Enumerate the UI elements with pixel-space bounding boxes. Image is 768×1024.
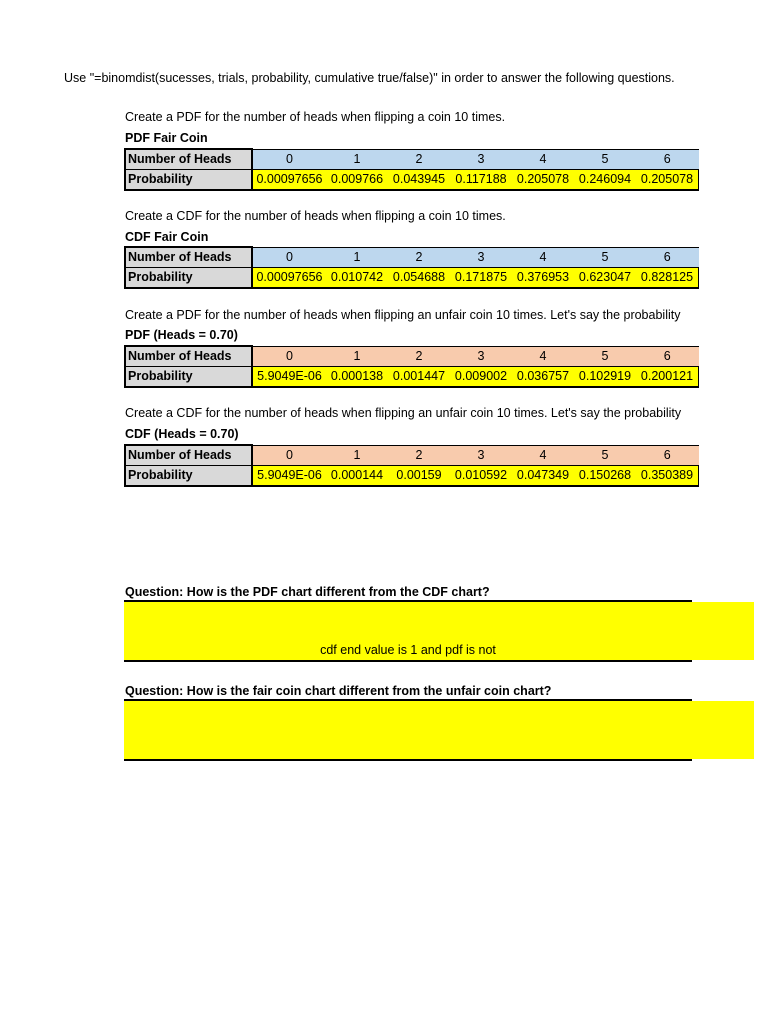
heads-cell[interactable]: 2 [388,346,450,367]
heads-cell[interactable]: 5 [574,247,636,268]
probability-cell[interactable]: 0.117188 [450,170,512,191]
probability-cell[interactable]: 0.043945 [388,170,450,191]
heads-cell[interactable]: 6 [636,149,699,170]
cdf-fair-table [124,246,699,289]
heads-cell[interactable]: 2 [388,247,450,268]
answer-top-border [124,699,692,701]
probability-cell[interactable]: 0.010742 [326,268,388,289]
probability-cell[interactable]: 0.00159 [388,466,450,487]
probability-cell[interactable]: 0.246094 [574,170,636,191]
heads-cell[interactable]: 3 [450,346,512,367]
probability-cell[interactable]: 0.010592 [450,466,512,487]
section-title: PDF (Heads = 0.70) [125,328,238,342]
pdf-fair-table [124,148,699,191]
heads-cell[interactable]: 3 [450,149,512,170]
answer-top-border [124,600,692,602]
row-label[interactable]: Probability [125,170,252,191]
heads-cell[interactable]: 5 [574,149,636,170]
question-label: Question: How is the fair coin chart different from the unfair coin chart? [125,684,552,698]
section-title: CDF (Heads = 0.70) [125,427,239,441]
instruction-text: Use "=binomdist(sucesses, trials, probability, cumulative true/false)" in order to answer the following questions. [64,71,675,85]
answer-box[interactable] [124,602,754,660]
probability-cell[interactable]: 0.000138 [326,367,388,388]
probability-cell[interactable]: 0.001447 [388,367,450,388]
probability-cell[interactable]: 0.376953 [512,268,574,289]
row-label[interactable]: Probability [125,367,252,388]
probability-cell[interactable]: 0.00097656 [252,268,326,289]
row-label[interactable]: Probability [125,466,252,487]
heads-cell[interactable]: 5 [574,346,636,367]
heads-cell[interactable]: 0 [252,247,326,268]
heads-cell[interactable]: 4 [512,247,574,268]
probability-cell[interactable]: 0.000144 [326,466,388,487]
heads-row [125,247,699,268]
heads-cell[interactable]: 3 [450,247,512,268]
heads-cell[interactable]: 6 [636,247,699,268]
probability-cell[interactable]: 0.200121 [636,367,699,388]
row-label[interactable]: Number of Heads [125,149,252,170]
heads-cell[interactable]: 2 [388,149,450,170]
probability-cell[interactable]: 0.102919 [574,367,636,388]
probability-cell[interactable]: 0.350389 [636,466,699,487]
probability-row [125,170,699,191]
heads-cell[interactable]: 6 [636,346,699,367]
probability-cell[interactable]: 0.009766 [326,170,388,191]
heads-cell[interactable]: 5 [574,445,636,466]
section-title: CDF Fair Coin [125,230,209,244]
heads-cell[interactable]: 3 [450,445,512,466]
probability-cell[interactable]: 0.623047 [574,268,636,289]
heads-cell[interactable]: 6 [636,445,699,466]
answer-box[interactable] [124,701,754,759]
heads-cell[interactable]: 0 [252,149,326,170]
heads-cell[interactable]: 1 [326,247,388,268]
probability-cell[interactable]: 0.150268 [574,466,636,487]
probability-cell[interactable]: 0.00097656 [252,170,326,191]
row-label[interactable]: Number of Heads [125,445,252,466]
probability-cell[interactable]: 0.205078 [636,170,699,191]
probability-cell[interactable]: 0.205078 [512,170,574,191]
section-prompt: Create a CDF for the number of heads when flipping an unfair coin 10 times. Let's say the probability [125,406,682,420]
heads-cell[interactable]: 4 [512,346,574,367]
heads-cell[interactable]: 2 [388,445,450,466]
probability-cell[interactable]: 0.054688 [388,268,450,289]
heads-cell[interactable]: 4 [512,149,574,170]
answer-text: cdf end value is 1 and pdf is not [320,643,496,657]
answer-bottom-border [124,759,692,761]
question-label: Question: How is the PDF chart different from the CDF chart? [125,585,490,599]
heads-row [125,346,699,367]
probability-cell[interactable]: 0.047349 [512,466,574,487]
heads-cell[interactable]: 1 [326,445,388,466]
probability-cell[interactable]: 5.9049E-06 [252,466,326,487]
pdf-unfair-table [124,345,699,388]
heads-cell[interactable]: 1 [326,346,388,367]
row-label[interactable]: Number of Heads [125,346,252,367]
heads-cell[interactable]: 0 [252,445,326,466]
probability-cell[interactable]: 0.009002 [450,367,512,388]
heads-cell[interactable]: 4 [512,445,574,466]
answer-bottom-border [124,660,692,662]
heads-row [125,149,699,170]
heads-row [125,445,699,466]
heads-cell[interactable]: 0 [252,346,326,367]
probability-cell[interactable]: 0.171875 [450,268,512,289]
row-label[interactable]: Probability [125,268,252,289]
probability-cell[interactable]: 0.036757 [512,367,574,388]
row-label[interactable]: Number of Heads [125,247,252,268]
heads-cell[interactable]: 1 [326,149,388,170]
probability-cell[interactable]: 5.9049E-06 [252,367,326,388]
probability-cell[interactable]: 0.828125 [636,268,699,289]
section-prompt: Create a PDF for the number of heads when flipping a coin 10 times. [125,110,506,124]
probability-row [125,268,699,289]
probability-row [125,367,699,388]
section-prompt: Create a PDF for the number of heads when flipping an unfair coin 10 times. Let's say the probability [125,308,681,322]
cdf-unfair-table [124,444,699,487]
probability-row [125,466,699,487]
section-title: PDF Fair Coin [125,131,208,145]
section-prompt: Create a CDF for the number of heads when flipping a coin 10 times. [125,209,506,223]
